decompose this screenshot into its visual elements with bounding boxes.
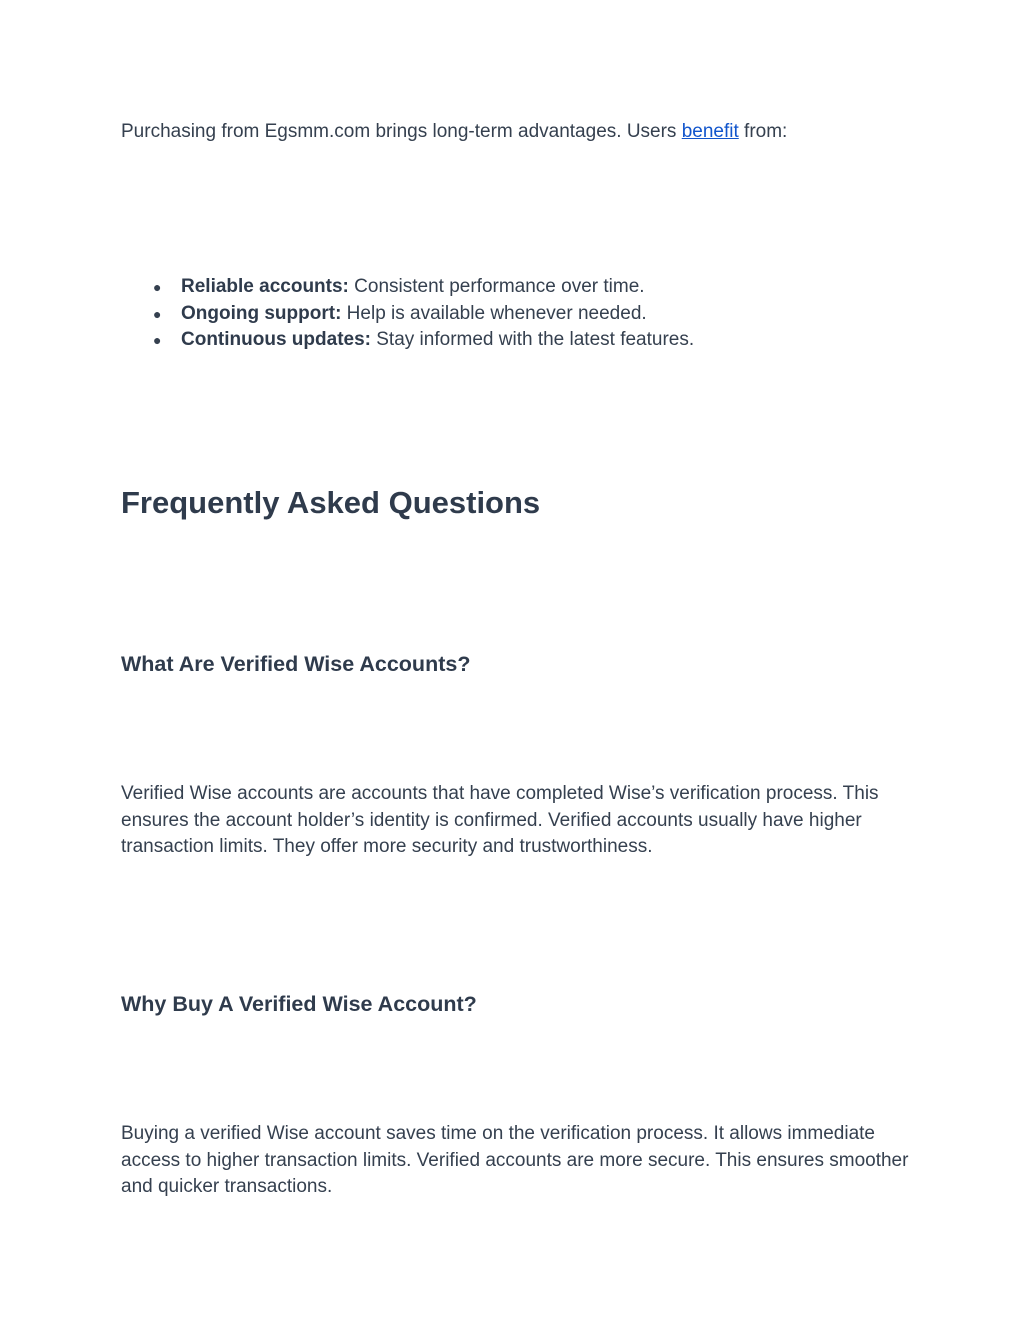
list-item (121, 301, 694, 328)
question-title-why-buy: Why Buy A Verified Wise Account? (121, 992, 477, 1016)
list-item (121, 274, 694, 301)
faq-heading: Frequently Asked Questions (121, 485, 541, 520)
intro-text-before: Purchasing from Egsmm.com brings long-term advantages. Users (121, 121, 682, 142)
list-item-text: Stay informed with the latest features. (370, 329, 695, 350)
list-item-label: Continuous updates: (181, 329, 371, 350)
list-item (121, 327, 694, 354)
bullet-icon: ● (153, 305, 162, 322)
answer-verified-wise-accounts: Verified Wise accounts are accounts that have completed Wise’s verification process. This ensures the account holder’s identity is confirmed. Verified accounts usually have higher transaction limits. They offer more security and trustworthiness. (121, 783, 879, 857)
bullet-icon: ● (153, 279, 162, 295)
intro-paragraph (121, 119, 911, 146)
answer-why-buy: Buying a verified Wise account saves time on the verification process. It allows immediate access to higher transaction limits. Verified accounts are more secure. This ensures smoother and quicker transactions. (121, 1123, 909, 1197)
advantages-list (121, 274, 694, 354)
intro-text-after: from: (738, 121, 788, 142)
list-item-text: Consistent performance over time. (348, 276, 645, 297)
list-item-label: Reliable accounts: (181, 276, 349, 297)
question-title-verified-wise-accounts: What Are Verified Wise Accounts? (121, 652, 471, 676)
list-item-label: Ongoing support: (181, 302, 342, 324)
bullet-icon: ● (153, 332, 162, 348)
benefit-link[interactable]: benefit (681, 121, 739, 142)
list-item-text: Help is available whenever needed. (341, 302, 647, 324)
